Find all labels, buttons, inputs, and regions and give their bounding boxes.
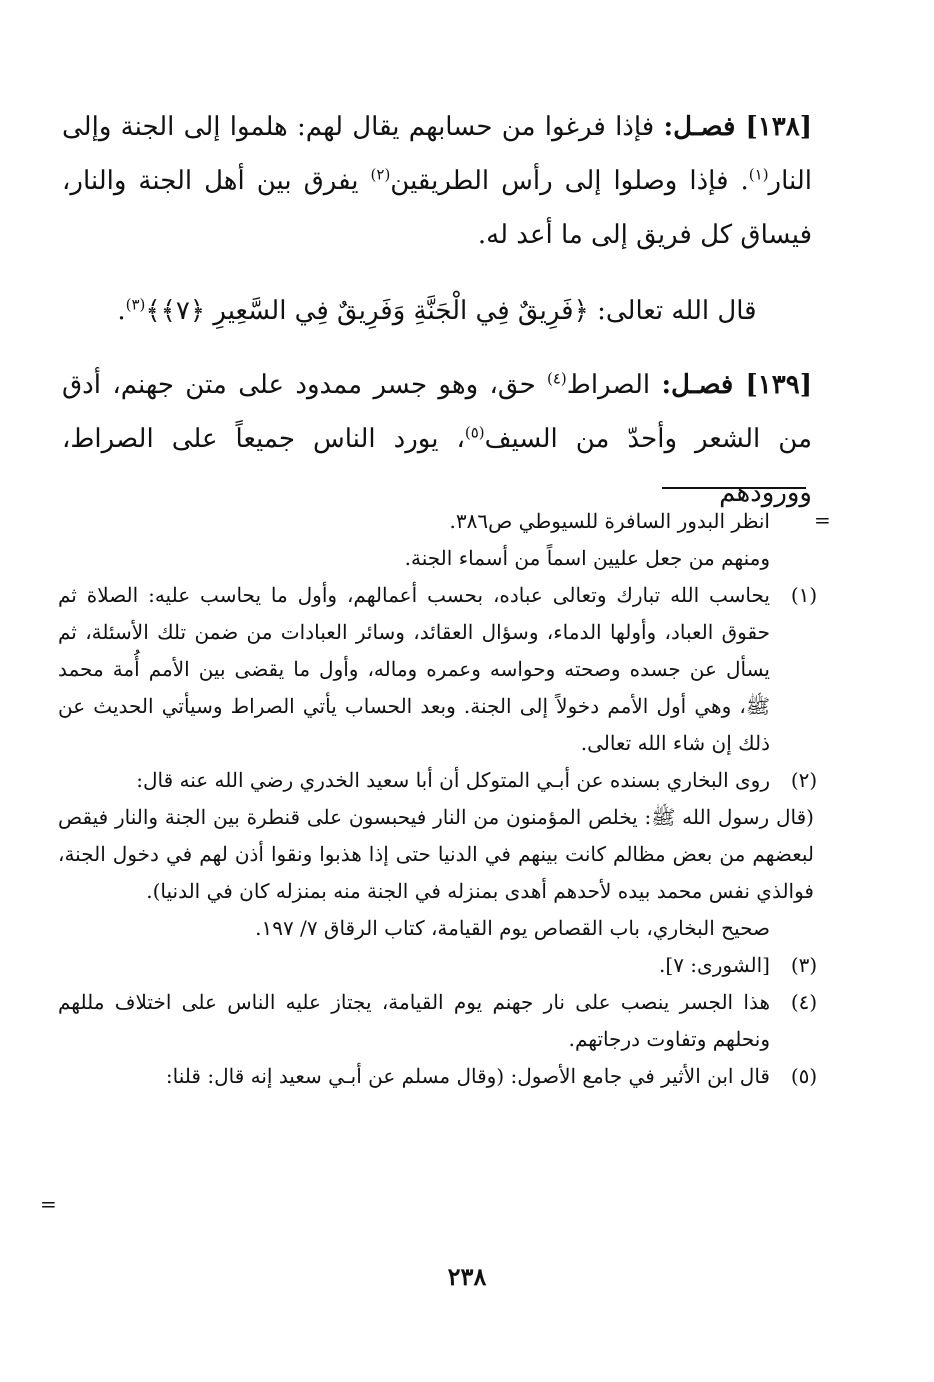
footnote-ref-4[interactable]: (٤) (547, 369, 567, 388)
section-label-139: [١٣٩] فصـل: (661, 370, 812, 400)
footnote-2-source: صحيح البخاري، باب القصاص يوم القيامة، كتاب الرقاق ٧/ ١٩٧. (255, 916, 770, 940)
footnote-ref-2[interactable]: (٢) (370, 165, 391, 184)
footnote-2-number: (٢) (790, 768, 818, 792)
para138-text-1: فإذا فرغوا من حسابهم يقال لهم: هلموا إلى الجنة وإلى النار (62, 112, 813, 196)
footnote-continuation-2: ومنهم من جعل عليين اسماً من أسماء الجنة. (404, 546, 770, 570)
footnote-2-intro: روى البخاري بسنده عن أبـي المتوكل أن أبا سعيد الخدري رضي الله عنه قال: (136, 768, 770, 792)
footnote-5-text: قال ابن الأثير في جامع الأصول: (وقال مسلم عن أبـي سعيد إنه قال: قلنا: (165, 1064, 770, 1088)
footnote-1 (58, 577, 818, 762)
footnote-2-quote: (قال رسول الله ﷺ: يخلص المؤمنون من النار فيحبسون على قنطرة بين الجنة والنار فيقص لبعضهم من بعض مظالم كانت بينهم في الدنيا حتى إذا هذبوا ونقوا أذن لهم في دخول الجنة، فوالذي نفس محمد بيده لأحدهم أهدى بمنزله في الجنة منه بمنزله كان في الدنيا). (58, 805, 814, 903)
para138-text-2: . فإذا وصلوا إلى رأس الطريقين (390, 166, 749, 196)
footnote-4-text: هذا الجسر ينصب على نار جهنم يوم القيامة، يجتاز عليه الناس على اختلاف مللهم ونحلهم وتفاوت درجاتهم. (58, 990, 770, 1051)
footnote-4 (58, 984, 818, 1058)
verse-text: قال الله تعالى: ﴿فَرِيقٌ فِي الْجَنَّةِ وَفَرِيقٌ فِي السَّعِيرِ ﴿٧﴾﴾ (145, 296, 757, 326)
footnote-3-text: [الشورى: ٧]. (659, 953, 770, 977)
footnote-divider (662, 487, 806, 489)
section-label-138: [١٣٨] فصـل: (663, 112, 813, 142)
quran-verse (62, 284, 812, 338)
footnote-4-number: (٤) (790, 990, 818, 1014)
paragraph-139 (62, 358, 812, 520)
para139-text-3: ، يورد الناس جميعاً على الصراط، وورودهم (62, 424, 812, 508)
footnote-5-number: (٥) (790, 1064, 818, 1088)
continuation-mark-top: = (814, 508, 831, 532)
footnote-1-number: (١) (790, 583, 818, 607)
footnote-ref-1[interactable]: (١) (748, 165, 769, 184)
footnote-3-number: (٣) (790, 953, 818, 977)
verse-end: . (117, 296, 126, 326)
para138-text-3: يفرق بين أهل الجنة والنار، فيساق كل فريق إلى ما أعد له. (62, 166, 812, 250)
footnote-continuation-1: انظر البدور السافرة للسيوطي ص٣٨٦. (449, 509, 770, 533)
footnote-1-text: يحاسب الله تبارك وتعالى عباده، بحسب أعمالهم، وأول ما يحاسب عليه: الصلاة ثم حقوق العباد، وأولها الدماء، وسؤال العقائد، وسائر العبادات من ضمن تلك الأسئلة، ثم يسأل عن جسده وصحته وحواسه وعمره وماله، وأول ما يقضى بين الأمم أُمة محمد ﷺ، وهي أول الأمم دخولاً إلى الجنة. وبعد الحساب يأتي الصراط وسيأتي الحديث عن ذلك إن شاء الله تعالى. (58, 583, 770, 755)
continuation-mark-bottom: = (40, 1192, 57, 1216)
paragraph-138 (62, 100, 812, 262)
footnote-ref-3[interactable]: (٣) (125, 295, 146, 314)
footnote-5 (58, 1058, 818, 1095)
para139-text-2: حق، وهو جسر ممدود على متن جهنم، أدق من الشعر وأحدّ من السيف (62, 370, 812, 454)
footnote-2 (58, 762, 818, 799)
footnote-ref-5[interactable]: (٥) (464, 423, 485, 442)
footnotes (58, 503, 818, 1095)
footnote-3 (58, 947, 818, 984)
page-number: ٢٣٨ (447, 1262, 487, 1291)
para139-text-1: الصراط (566, 370, 662, 400)
